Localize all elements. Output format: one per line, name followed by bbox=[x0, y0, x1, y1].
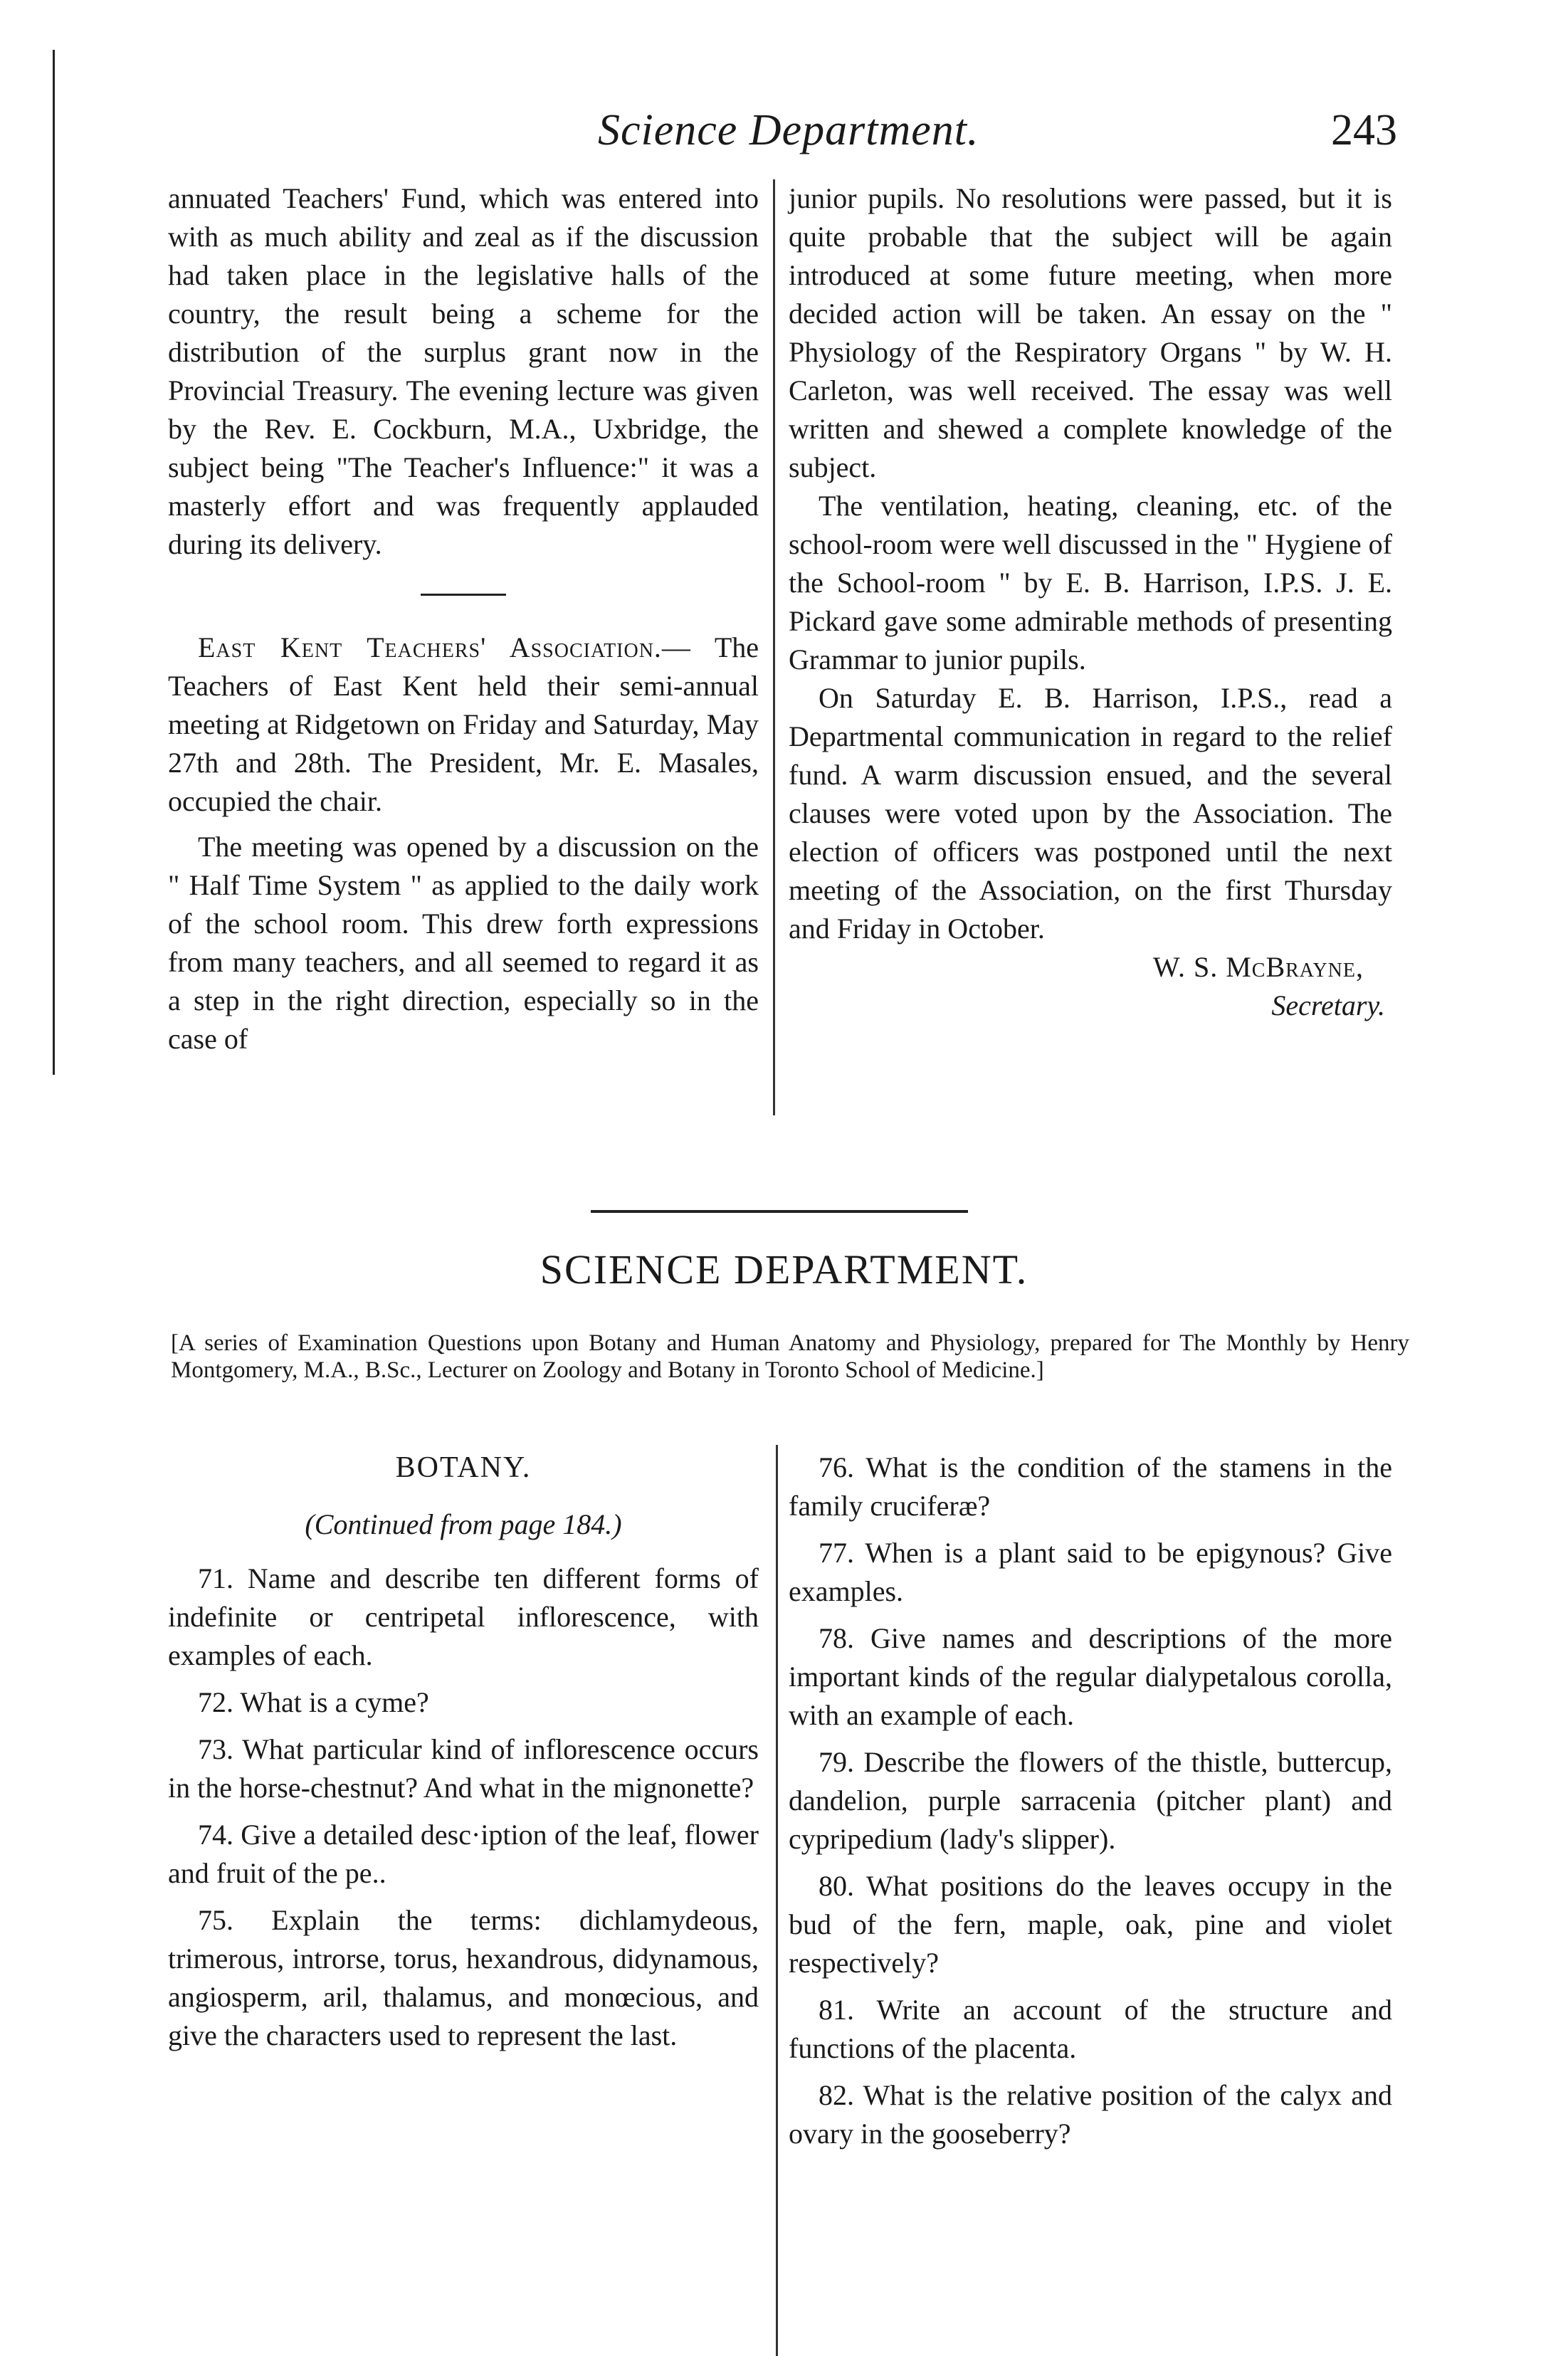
column-upper-right bbox=[789, 179, 1392, 1025]
section-rule bbox=[591, 1210, 968, 1213]
column-lower-right bbox=[789, 1448, 1392, 2162]
column-divider bbox=[776, 1445, 778, 2356]
page-number: 243 bbox=[1331, 106, 1397, 154]
signature: W. S. McBrayne, bbox=[1152, 951, 1364, 983]
paragraph: The ventilation, heating, cleaning, etc. of the school-room were well discussed in the " Hygiene of the School-room " by E. B. Harrison, I.P.S. J. E. Pickard gave some admirable methods of presenting Grammar to junior pupils. bbox=[789, 490, 1392, 675]
continued-note: (Continued from page 184.) bbox=[305, 1508, 622, 1540]
page-edge-rule bbox=[53, 50, 55, 1075]
running-title: Science Department. bbox=[598, 106, 979, 154]
column-divider bbox=[773, 179, 775, 1115]
question: 72. What is a cyme? bbox=[198, 1686, 429, 1718]
paragraph: On Saturday E. B. Harrison, I.P.S., read a Departmental communication in regard to the relief fund. A warm discussion ensued, and the several clauses were voted upon by the Association. The election of officers was postponed until the next meeting of the Association, on the first Thursday and Friday in October. bbox=[789, 682, 1392, 945]
paragraph: The meeting was opened by a discussion on the " Half Time System " as applied to the daily work of the school room. This drew forth expressions from many teachers, and all seemed to regard it as a step in the right direction, especially so in the case of bbox=[168, 831, 759, 1055]
question: 76. What is the condition of the stamens in the family cruciferæ? bbox=[789, 1451, 1392, 1522]
column-upper-left bbox=[168, 179, 759, 1058]
paragraph-text: The Teachers of East Kent held their semi-annual meeting at Ridgetown on Friday and Saturday, May 27th and 28th. The President, Mr. E. Masales, occupied the chair. bbox=[168, 631, 759, 817]
paragraph: junior pupils. No resolutions were passed, but it is quite probable that the subject will be again introduced at some future meeting, when more decided action will be taken. An essay on the " Physiology of the Respiratory Organs " by W. H. Carleton, was well received. The essay was well written and shewed a complete knowledge of the subject. bbox=[789, 182, 1392, 483]
section-title: SCIENCE DEPARTMENT. bbox=[540, 1246, 1028, 1293]
question: 79. Describe the flowers of the thistle, buttercup, dandelion, purple sarracenia (pitcher plant) and cypripedium (lady's slipper). bbox=[789, 1746, 1392, 1855]
column-lower-left bbox=[168, 1448, 759, 2063]
running-header bbox=[0, 105, 1568, 169]
question: 77. When is a plant said to be epigynous? Give examples. bbox=[789, 1537, 1392, 1607]
east-kent-heading: East Kent Teachers' Association.— bbox=[198, 631, 691, 663]
question: 82. What is the relative position of the calyx and ovary in the gooseberry? bbox=[789, 2079, 1392, 2150]
question: 80. What positions do the leaves occupy in the bud of the fern, maple, oak, pine and violet respectively? bbox=[789, 1870, 1392, 1979]
paragraph: annuated Teachers' Fund, which was entered into with as much ability and zeal as if the discussion had taken place in the legislative halls of the country, the result being a scheme for the distribution of the surplus grant now in the Provincial Treasury. The evening lecture was given by the Rev. E. Cockburn, M.A., Uxbridge, the subject being "The Teacher's Influence:" it was a masterly effort and was frequently applauded during its delivery. bbox=[168, 182, 759, 560]
signature-role: Secretary. bbox=[1271, 989, 1385, 1021]
question: 74. Give a detailed desc·iption of the leaf, flower and fruit of the pe.. bbox=[168, 1819, 759, 1889]
question: 75. Explain the terms: dichlamydeous, trimerous, introrse, torus, hexandrous, didynamous, angiosperm, aril, thalamus, and monœcious, and give the characters used to represent the last. bbox=[168, 1904, 759, 2051]
section-note: [A series of Examination Questions upon Botany and Human Anatomy and Physiology, prepared for The Monthly by Henry Montgomery, M.A., B.Sc., Lecturer on Zoology and Botany in Toronto School of Medicine.] bbox=[171, 1330, 1409, 1383]
separator-rule bbox=[421, 594, 506, 596]
botany-heading: BOTANY. bbox=[395, 1451, 532, 1484]
question: 71. Name and describe ten different forms of indefinite or centripetal inflorescence, with examples of each. bbox=[168, 1562, 759, 1671]
paragraph bbox=[168, 629, 759, 821]
question: 73. What particular kind of inflorescence occurs in the horse-chestnut? And what in the mignonette? bbox=[168, 1733, 759, 1804]
question: 81. Write an account of the structure and functions of the placenta. bbox=[789, 1994, 1392, 2064]
question: 78. Give names and descriptions of the more important kinds of the regular dialypetalous corolla, with an example of each. bbox=[789, 1622, 1392, 1731]
